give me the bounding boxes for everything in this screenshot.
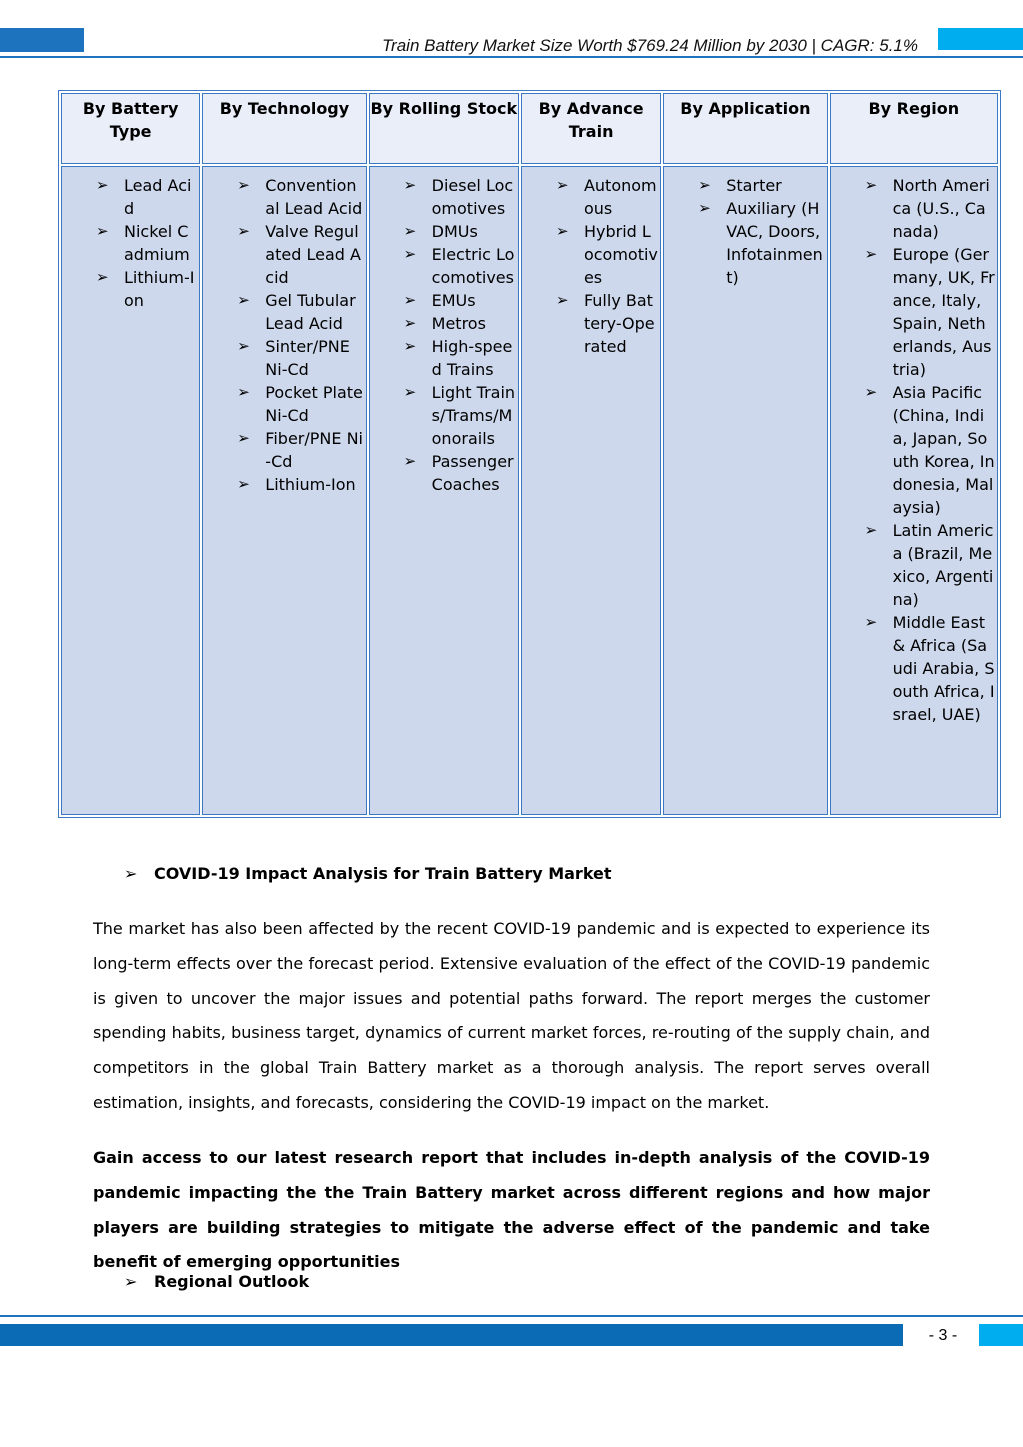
segment-cell	[663, 166, 827, 815]
arrow-bullet-icon: ➢	[403, 314, 417, 332]
segment-item	[203, 174, 365, 220]
column-header: By Application	[663, 93, 827, 164]
segment-item	[203, 473, 365, 496]
arrow-bullet-icon: ➢	[96, 176, 109, 194]
segment-cell	[61, 166, 200, 815]
segment-list	[522, 174, 660, 358]
cta-paragraph: Gain access to our latest research report that includes in-depth analysis of the COVID-19 pandemic impacting the the Train Battery market across different regions and how major players are building strategies to mitigate the adverse effect of the pandemic and take benefit of emerging opportunities	[93, 1148, 930, 1272]
segment-item	[664, 197, 826, 289]
segment-cell	[202, 166, 366, 815]
segment-item-text: Latin America (Brazil, Mexico, Argentina)	[892, 521, 994, 609]
arrow-bullet-icon: ➢	[403, 383, 417, 401]
covid-paragraph: The market has also been affected by the recent COVID-19 pandemic and is expected to experience its long-term effects over the forecast period. Extensive evaluation of the effect of the COVID-19 pandemic is given to uncover the major issues and potential paths forward. The report merges the customer spending habits, business target, dynamics of current market forces, re-routing of the supply chain, and competitors in the global Train Battery market as a thorough analysis. The report serves overall estimation, insights, and forecasts, considering the COVID-19 impact on the market.	[93, 919, 930, 1112]
arrow-bullet-icon: ➢	[864, 383, 878, 401]
segment-item	[62, 266, 199, 312]
segment-item-text: DMUs	[431, 222, 478, 241]
arrow-bullet-icon: ➢	[124, 1272, 138, 1291]
segment-item	[370, 289, 518, 312]
arrow-bullet-icon: ➢	[237, 429, 250, 447]
arrow-bullet-icon: ➢	[864, 245, 878, 263]
page-number: - 3 -	[928, 1327, 958, 1344]
arrow-bullet-icon: ➢	[555, 291, 569, 309]
segment-list	[370, 174, 518, 496]
segment-item-text: Gel Tubular Lead Acid	[265, 291, 356, 333]
segment-item	[203, 427, 365, 473]
segment-item-text: Europe (Germany, UK, France, Italy, Spain, Netherlands, Austria)	[892, 245, 995, 379]
segment-item-text: Conventional Lead Acid	[265, 176, 363, 218]
segment-item-text: Fiber/PNE Ni-Cd	[265, 429, 363, 471]
column-header: By Advance Train	[521, 93, 661, 164]
arrow-bullet-icon: ➢	[237, 176, 250, 194]
segment-item-text: Starter	[726, 176, 782, 195]
segment-list	[203, 174, 365, 496]
segmentation-body-row	[61, 166, 998, 815]
arrow-bullet-icon: ➢	[698, 199, 711, 217]
arrow-bullet-icon: ➢	[698, 176, 711, 194]
segment-item	[831, 381, 997, 519]
segment-item	[831, 174, 997, 243]
segment-item	[370, 174, 518, 220]
arrow-bullet-icon: ➢	[864, 176, 878, 194]
segmentation-header-row	[61, 93, 998, 164]
segment-item-text: Asia Pacific (China, India, Japan, South Korea, Indonesia, Malaysia)	[892, 383, 995, 517]
segment-item-text: Sinter/PNE Ni-Cd	[265, 337, 350, 379]
arrow-bullet-icon: ➢	[864, 521, 878, 539]
segment-item	[831, 519, 997, 611]
segment-item	[62, 174, 199, 220]
segment-item-text: Middle East & Africa (Saudi Arabia, South Africa, Israel, UAE)	[892, 613, 995, 724]
segment-item-text: Lead Acid	[124, 176, 192, 218]
column-header: By Battery Type	[61, 93, 200, 164]
segment-list	[664, 174, 826, 289]
arrow-bullet-icon: ➢	[403, 222, 417, 240]
segment-item-text: Lithium-Ion	[265, 475, 356, 494]
segment-item-text: Diesel Locomotives	[431, 176, 514, 218]
segment-item-text: Nickel Cadmium	[124, 222, 190, 264]
segment-list	[62, 174, 199, 312]
segment-item-text: Autonomous	[583, 176, 657, 218]
segment-item	[370, 312, 518, 335]
arrow-bullet-icon: ➢	[237, 383, 250, 401]
segmentation-table	[58, 90, 1001, 818]
segment-item	[370, 450, 518, 496]
regional-heading	[124, 1272, 309, 1291]
arrow-bullet-icon: ➢	[403, 452, 417, 470]
header-rule	[0, 56, 1023, 58]
segment-item	[370, 381, 518, 450]
segment-item-text: High-speed Trains	[431, 337, 513, 379]
segment-item-text: Electric Locomotives	[431, 245, 515, 287]
segment-item	[203, 381, 365, 427]
segment-item	[203, 335, 365, 381]
footer-left-bar	[0, 1324, 903, 1346]
segment-item-text: Passenger Coaches	[431, 452, 514, 494]
segment-list	[831, 174, 997, 726]
segment-item	[664, 174, 826, 197]
arrow-bullet-icon: ➢	[403, 337, 417, 355]
arrow-bullet-icon: ➢	[864, 613, 878, 631]
segment-item-text: Auxiliary (HVAC, Doors, Infotainment)	[726, 199, 823, 287]
segment-item-text: Metros	[431, 314, 486, 333]
segment-item	[522, 289, 660, 358]
column-header: By Rolling Stock	[369, 93, 519, 164]
segment-item	[62, 220, 199, 266]
segment-item	[831, 611, 997, 726]
column-header: By Technology	[202, 93, 366, 164]
segment-item	[203, 220, 365, 289]
segment-item	[522, 220, 660, 289]
footer-rule	[0, 1315, 1023, 1317]
arrow-bullet-icon: ➢	[555, 176, 569, 194]
segment-item	[203, 289, 365, 335]
segment-cell	[369, 166, 519, 815]
segment-item-text: EMUs	[431, 291, 476, 310]
header-title: Train Battery Market Size Worth $769.24 Million by 2030 | CAGR: 5.1%	[381, 36, 918, 55]
segment-item-text: Hybrid Locomotives	[583, 222, 658, 287]
arrow-bullet-icon: ➢	[124, 864, 138, 883]
segment-item-text: Light Trains/Trams/Monorails	[431, 383, 516, 448]
arrow-bullet-icon: ➢	[555, 222, 569, 240]
arrow-bullet-icon: ➢	[96, 222, 109, 240]
segment-item-text: Pocket Plate Ni-Cd	[265, 383, 363, 425]
column-header: By Region	[830, 93, 998, 164]
arrow-bullet-icon: ➢	[237, 475, 250, 493]
segment-item	[522, 174, 660, 220]
arrow-bullet-icon: ➢	[237, 291, 250, 309]
arrow-bullet-icon: ➢	[403, 291, 417, 309]
arrow-bullet-icon: ➢	[237, 222, 250, 240]
segment-item-text: Lithium-Ion	[124, 268, 195, 310]
segment-cell	[521, 166, 661, 815]
arrow-bullet-icon: ➢	[403, 245, 417, 263]
arrow-bullet-icon: ➢	[237, 337, 250, 355]
arrow-bullet-icon: ➢	[403, 176, 417, 194]
segment-cell	[830, 166, 998, 815]
segment-item	[831, 243, 997, 381]
segment-item	[370, 335, 518, 381]
regional-heading-text: Regional Outlook	[154, 1272, 310, 1291]
segment-item-text: North America (U.S., Canada)	[892, 176, 990, 241]
segment-item-text: Valve Regulated Lead Acid	[265, 222, 361, 287]
footer-right-bar	[979, 1324, 1023, 1346]
segment-item-text: Fully Battery-Operated	[583, 291, 655, 356]
covid-heading-text: COVID-19 Impact Analysis for Train Battery Market	[154, 864, 612, 883]
segment-item	[370, 243, 518, 289]
header-right-bar	[938, 28, 1023, 50]
covid-heading	[124, 864, 612, 883]
arrow-bullet-icon: ➢	[96, 268, 109, 286]
segment-item	[370, 220, 518, 243]
